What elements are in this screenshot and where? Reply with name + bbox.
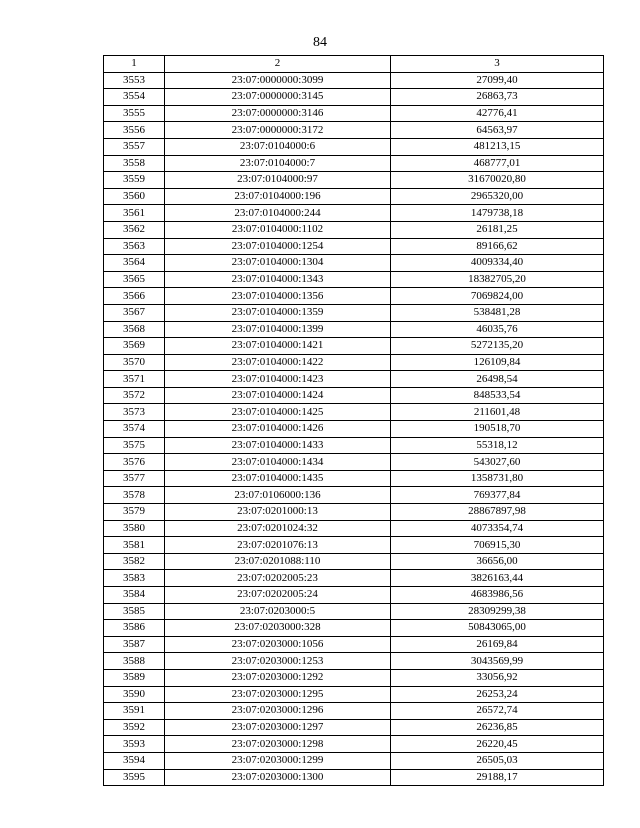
value-cell: 29188,17 xyxy=(391,769,604,786)
value-cell: 46035,76 xyxy=(391,321,604,338)
value-cell: 26236,85 xyxy=(391,719,604,736)
cadastral-number-cell: 23:07:0104000:1343 xyxy=(165,271,391,288)
value-cell: 26169,84 xyxy=(391,636,604,653)
table-row xyxy=(104,387,604,404)
cadastral-number-cell: 23:07:0104000:1425 xyxy=(165,404,391,421)
value-cell: 190518,70 xyxy=(391,421,604,438)
cadastral-number-cell: 23:07:0201024:32 xyxy=(165,520,391,537)
table-row xyxy=(104,255,604,272)
table-row xyxy=(104,669,604,686)
column-header-3: 3 xyxy=(391,56,604,73)
table-row xyxy=(104,72,604,89)
cadastral-number-cell: 23:07:0203000:1299 xyxy=(165,752,391,769)
row-number-cell: 3562 xyxy=(104,221,165,238)
value-cell: 4009334,40 xyxy=(391,255,604,272)
value-cell: 543027,60 xyxy=(391,454,604,471)
cadastral-number-cell: 23:07:0000000:3146 xyxy=(165,105,391,122)
cadastral-number-cell: 23:07:0104000:1254 xyxy=(165,238,391,255)
row-number-cell: 3587 xyxy=(104,636,165,653)
row-number-cell: 3580 xyxy=(104,520,165,537)
cadastral-number-cell: 23:07:0104000:1433 xyxy=(165,437,391,454)
table-row xyxy=(104,504,604,521)
row-number-cell: 3561 xyxy=(104,205,165,222)
cadastral-number-cell: 23:07:0203000:1297 xyxy=(165,719,391,736)
table-row xyxy=(104,105,604,122)
table-row xyxy=(104,304,604,321)
table-row xyxy=(104,769,604,786)
cadastral-number-cell: 23:07:0106000:136 xyxy=(165,487,391,504)
value-cell: 3826163,44 xyxy=(391,570,604,587)
row-number-cell: 3577 xyxy=(104,470,165,487)
value-cell: 4073354,74 xyxy=(391,520,604,537)
column-header-2: 2 xyxy=(165,56,391,73)
row-number-cell: 3594 xyxy=(104,752,165,769)
value-cell: 1358731,80 xyxy=(391,470,604,487)
row-number-cell: 3555 xyxy=(104,105,165,122)
row-number-cell: 3557 xyxy=(104,138,165,155)
value-cell: 5272135,20 xyxy=(391,338,604,355)
table-row xyxy=(104,404,604,421)
row-number-cell: 3586 xyxy=(104,620,165,637)
value-cell: 26498,54 xyxy=(391,371,604,388)
row-number-cell: 3589 xyxy=(104,669,165,686)
table-row xyxy=(104,271,604,288)
row-number-cell: 3567 xyxy=(104,304,165,321)
cadastral-number-cell: 23:07:0203000:1296 xyxy=(165,703,391,720)
value-cell: 126109,84 xyxy=(391,354,604,371)
table-row xyxy=(104,288,604,305)
table-row xyxy=(104,238,604,255)
value-cell: 42776,41 xyxy=(391,105,604,122)
row-number-cell: 3570 xyxy=(104,354,165,371)
value-cell: 36656,00 xyxy=(391,553,604,570)
row-number-cell: 3559 xyxy=(104,172,165,189)
table-row xyxy=(104,719,604,736)
value-cell: 3043569,99 xyxy=(391,653,604,670)
value-cell: 28867897,98 xyxy=(391,504,604,521)
row-number-cell: 3553 xyxy=(104,72,165,89)
cadastral-number-cell: 23:07:0104000:244 xyxy=(165,205,391,222)
value-cell: 211601,48 xyxy=(391,404,604,421)
cadastral-number-cell: 23:07:0203000:5 xyxy=(165,603,391,620)
cadastral-number-cell: 23:07:0104000:1356 xyxy=(165,288,391,305)
row-number-cell: 3560 xyxy=(104,188,165,205)
cadastral-number-cell: 23:07:0104000:1426 xyxy=(165,421,391,438)
row-number-cell: 3579 xyxy=(104,504,165,521)
cadastral-number-cell: 23:07:0104000:1424 xyxy=(165,387,391,404)
row-number-cell: 3573 xyxy=(104,404,165,421)
value-cell: 26505,03 xyxy=(391,752,604,769)
column-header-1: 1 xyxy=(104,56,165,73)
value-cell: 7069824,00 xyxy=(391,288,604,305)
value-cell: 26253,24 xyxy=(391,686,604,703)
cadastral-number-cell: 23:07:0201088:110 xyxy=(165,553,391,570)
cadastral-number-cell: 23:07:0104000:1423 xyxy=(165,371,391,388)
row-number-cell: 3592 xyxy=(104,719,165,736)
cadastral-number-cell: 23:07:0104000:1304 xyxy=(165,255,391,272)
cadastral-number-cell: 23:07:0104000:97 xyxy=(165,172,391,189)
table-row xyxy=(104,636,604,653)
cadastral-number-cell: 23:07:0104000:1422 xyxy=(165,354,391,371)
value-cell: 769377,84 xyxy=(391,487,604,504)
row-number-cell: 3566 xyxy=(104,288,165,305)
cadastral-number-cell: 23:07:0202005:24 xyxy=(165,587,391,604)
row-number-cell: 3574 xyxy=(104,421,165,438)
table-row xyxy=(104,470,604,487)
cadastral-number-cell: 23:07:0104000:1434 xyxy=(165,454,391,471)
value-cell: 26863,73 xyxy=(391,89,604,106)
value-cell: 481213,15 xyxy=(391,138,604,155)
value-cell: 50843065,00 xyxy=(391,620,604,637)
table-row xyxy=(104,354,604,371)
cadastral-number-cell: 23:07:0104000:1359 xyxy=(165,304,391,321)
table-row xyxy=(104,703,604,720)
value-cell: 89166,62 xyxy=(391,238,604,255)
cadastral-number-cell: 23:07:0104000:1399 xyxy=(165,321,391,338)
table-row xyxy=(104,603,604,620)
row-number-cell: 3591 xyxy=(104,703,165,720)
value-cell: 4683986,56 xyxy=(391,587,604,604)
table-body xyxy=(104,72,604,786)
table-row xyxy=(104,653,604,670)
row-number-cell: 3568 xyxy=(104,321,165,338)
value-cell: 848533,54 xyxy=(391,387,604,404)
row-number-cell: 3582 xyxy=(104,553,165,570)
table-row xyxy=(104,89,604,106)
table-row xyxy=(104,752,604,769)
value-cell: 28309299,38 xyxy=(391,603,604,620)
table-row xyxy=(104,172,604,189)
cadastral-number-cell: 23:07:0104000:1435 xyxy=(165,470,391,487)
cadastral-number-cell: 23:07:0000000:3145 xyxy=(165,89,391,106)
row-number-cell: 3564 xyxy=(104,255,165,272)
row-number-cell: 3575 xyxy=(104,437,165,454)
cadastral-number-cell: 23:07:0203000:1295 xyxy=(165,686,391,703)
table-row xyxy=(104,437,604,454)
table-row xyxy=(104,188,604,205)
cadastral-number-cell: 23:07:0202005:23 xyxy=(165,570,391,587)
row-number-cell: 3590 xyxy=(104,686,165,703)
cadastral-number-cell: 23:07:0104000:6 xyxy=(165,138,391,155)
row-number-cell: 3571 xyxy=(104,371,165,388)
table-row xyxy=(104,421,604,438)
row-number-cell: 3585 xyxy=(104,603,165,620)
row-number-cell: 3569 xyxy=(104,338,165,355)
table-row xyxy=(104,454,604,471)
table-row xyxy=(104,587,604,604)
row-number-cell: 3556 xyxy=(104,122,165,139)
value-cell: 2965320,00 xyxy=(391,188,604,205)
value-cell: 26181,25 xyxy=(391,221,604,238)
table-header-row xyxy=(104,56,604,73)
value-cell: 64563,97 xyxy=(391,122,604,139)
cadastral-number-cell: 23:07:0104000:1421 xyxy=(165,338,391,355)
table-row xyxy=(104,338,604,355)
row-number-cell: 3583 xyxy=(104,570,165,587)
cadastral-number-cell: 23:07:0203000:1292 xyxy=(165,669,391,686)
row-number-cell: 3565 xyxy=(104,271,165,288)
table-row xyxy=(104,321,604,338)
cadastral-number-cell: 23:07:0104000:1102 xyxy=(165,221,391,238)
value-cell: 33056,92 xyxy=(391,669,604,686)
table-row xyxy=(104,553,604,570)
row-number-cell: 3572 xyxy=(104,387,165,404)
value-cell: 468777,01 xyxy=(391,155,604,172)
row-number-cell: 3576 xyxy=(104,454,165,471)
cadastral-number-cell: 23:07:0203000:328 xyxy=(165,620,391,637)
value-cell: 55318,12 xyxy=(391,437,604,454)
value-cell: 18382705,20 xyxy=(391,271,604,288)
cadastral-number-cell: 23:07:0104000:196 xyxy=(165,188,391,205)
cadastral-number-cell: 23:07:0201000:13 xyxy=(165,504,391,521)
table-row xyxy=(104,736,604,753)
row-number-cell: 3578 xyxy=(104,487,165,504)
row-number-cell: 3595 xyxy=(104,769,165,786)
table-row xyxy=(104,122,604,139)
table-row xyxy=(104,138,604,155)
cadastral-number-cell: 23:07:0203000:1253 xyxy=(165,653,391,670)
row-number-cell: 3554 xyxy=(104,89,165,106)
table-row xyxy=(104,570,604,587)
row-number-cell: 3558 xyxy=(104,155,165,172)
page-number: 84 xyxy=(313,35,327,50)
value-cell: 1479738,18 xyxy=(391,205,604,222)
cadastral-number-cell: 23:07:0203000:1300 xyxy=(165,769,391,786)
table-row xyxy=(104,205,604,222)
cadastral-number-cell: 23:07:0203000:1056 xyxy=(165,636,391,653)
table-row xyxy=(104,155,604,172)
value-cell: 27099,40 xyxy=(391,72,604,89)
table-row xyxy=(104,537,604,554)
row-number-cell: 3563 xyxy=(104,238,165,255)
row-number-cell: 3584 xyxy=(104,587,165,604)
value-cell: 26220,45 xyxy=(391,736,604,753)
row-number-cell: 3581 xyxy=(104,537,165,554)
cadastral-number-cell: 23:07:0000000:3172 xyxy=(165,122,391,139)
value-cell: 538481,28 xyxy=(391,304,604,321)
cadastral-number-cell: 23:07:0203000:1298 xyxy=(165,736,391,753)
cadastral-number-cell: 23:07:0000000:3099 xyxy=(165,72,391,89)
value-cell: 26572,74 xyxy=(391,703,604,720)
table-row xyxy=(104,371,604,388)
data-table xyxy=(103,55,604,786)
table-row xyxy=(104,221,604,238)
table-row xyxy=(104,686,604,703)
table-row xyxy=(104,520,604,537)
row-number-cell: 3588 xyxy=(104,653,165,670)
cadastral-number-cell: 23:07:0201076:13 xyxy=(165,537,391,554)
value-cell: 31670020,80 xyxy=(391,172,604,189)
table-row xyxy=(104,487,604,504)
table-row xyxy=(104,620,604,637)
cadastral-number-cell: 23:07:0104000:7 xyxy=(165,155,391,172)
row-number-cell: 3593 xyxy=(104,736,165,753)
value-cell: 706915,30 xyxy=(391,537,604,554)
